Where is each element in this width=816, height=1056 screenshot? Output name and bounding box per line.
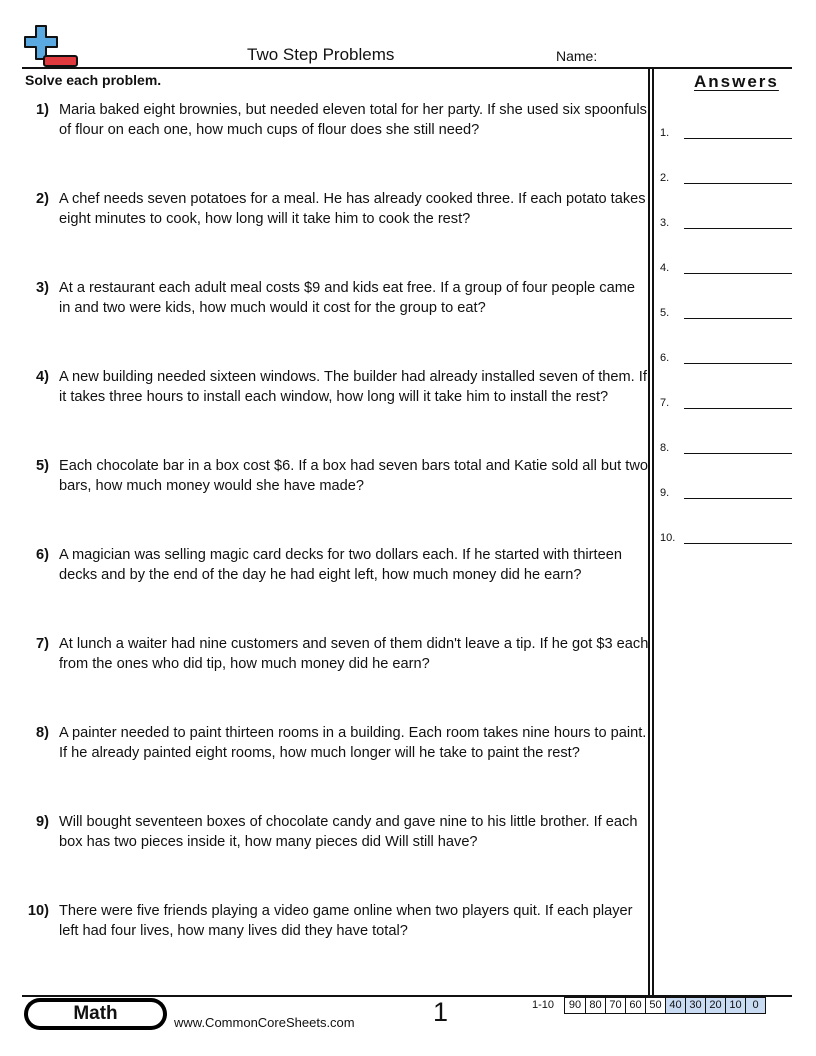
problem-number: 9) (36, 814, 49, 830)
problem-number: 4) (36, 369, 49, 385)
answer-number: 4. (660, 262, 670, 274)
website-link[interactable]: www.CommonCoreSheets.com (174, 1015, 355, 1030)
instructions: Solve each problem. (25, 72, 162, 88)
answer-row-8 (660, 434, 792, 454)
answer-number: 2. (660, 172, 670, 184)
answer-blank[interactable] (684, 453, 792, 454)
problem-number: 3) (36, 280, 49, 296)
problem-text: Will bought seventeen boxes of chocolate candy and gave nine to his little brother. If each box has two pieces inside it, how many pieces did Will still have? (59, 814, 638, 850)
answer-blank[interactable] (684, 543, 792, 544)
answer-blank[interactable] (684, 318, 792, 319)
score-cell: 90 (568, 999, 582, 1011)
answer-row-6 (660, 344, 792, 364)
score-cell: 0 (745, 998, 765, 1013)
problem-number: 6) (36, 547, 49, 563)
answer-row-2 (660, 164, 792, 184)
answer-number: 10. (660, 532, 676, 544)
page-number: 1 (433, 997, 449, 1027)
answer-row-9 (660, 479, 792, 499)
answers-title: Answers (694, 72, 779, 91)
answer-number: 6. (660, 352, 670, 364)
answer-blank[interactable] (684, 408, 792, 409)
problem-text: A painter needed to paint thirteen rooms in a building. Each room takes nine hours to paint. If he already painted eight rooms, how much longer will he take to paint the rest? (59, 725, 647, 761)
answer-blank[interactable] (684, 273, 792, 274)
problem-text: A magician was selling magic card decks for two dollars each. If he started with thirteen decks and by the end of the day he had eight left, how much money did he earn? (59, 547, 622, 583)
score-cell: 60 (625, 998, 645, 1013)
commoncoresheets-logo (22, 23, 80, 69)
problem-number: 1) (36, 102, 49, 118)
answer-number: 8. (660, 442, 670, 454)
problem-text: Maria baked eight brownies, but needed eleven total for her party. If she used six spoonfuls of flour on each one, how much cups of flour does she still need? (59, 102, 647, 138)
problem-text: A chef needs seven potatoes for a meal. He has already cooked three. If each potato takes eight minutes to cook, how long will it take him to cook the rest? (59, 191, 646, 227)
problem-number: 8) (36, 725, 49, 741)
problem-text: Each chocolate bar in a box cost $6. If a box had seven bars total and Katie sold all but two bars, how much money would she have made? (59, 458, 648, 494)
name-label: Name: (556, 48, 598, 64)
score-cell: 70 (605, 998, 625, 1013)
problem-number: 2) (36, 191, 49, 207)
answer-blank[interactable] (684, 498, 792, 499)
page-title: Two Step Problems (247, 45, 395, 64)
answer-row-5 (660, 299, 792, 319)
answer-blank[interactable] (684, 363, 792, 364)
problem-number: 7) (36, 636, 49, 652)
answer-blank[interactable] (684, 138, 792, 139)
answer-number: 9. (660, 487, 670, 499)
math-badge-label: Math (28, 1002, 163, 1026)
answer-row-4 (660, 254, 792, 274)
answer-blank[interactable] (684, 228, 792, 229)
problem-text: There were five friends playing a video game online when two players quit. If each player left had four lives, how many lives did they have total? (59, 903, 633, 939)
answer-number: 3. (660, 217, 670, 229)
answer-row-1 (660, 119, 792, 139)
answer-number: 7. (660, 397, 670, 409)
score-label: 1-10 (532, 999, 555, 1011)
answer-row-3 (660, 209, 792, 229)
score-table (564, 997, 766, 1014)
problem-text: At a restaurant each adult meal costs $9 and kids eat free. If a group of four people came in and two were kids, how much would it cost for the group to eat? (59, 280, 635, 316)
answer-number: 5. (660, 307, 670, 319)
problem-text: A new building needed sixteen windows. The builder had already installed seven of them. If it takes three hours to install each window, how long will it take him to install the rest? (59, 369, 647, 405)
score-cell: 40 (665, 998, 685, 1013)
header-rule (22, 67, 792, 69)
problem-number: 10) (27, 903, 49, 919)
math-badge (24, 998, 167, 1030)
problem-number: 5) (36, 458, 49, 474)
answer-row-10 (660, 524, 792, 544)
answer-number: 1. (660, 127, 670, 139)
answer-blank[interactable] (684, 183, 792, 184)
score-cell: 30 (685, 998, 705, 1013)
problem-text: At lunch a waiter had nine customers and seven of them didn't leave a tip. If he got $3 each from the ones who did tip, how much money did he earn? (59, 636, 649, 672)
score-cell: 10 (725, 998, 745, 1013)
score-cell: 80 (585, 998, 605, 1013)
score-cell: 50 (645, 998, 665, 1013)
answer-row-7 (660, 389, 792, 409)
score-cell: 20 (705, 998, 725, 1013)
